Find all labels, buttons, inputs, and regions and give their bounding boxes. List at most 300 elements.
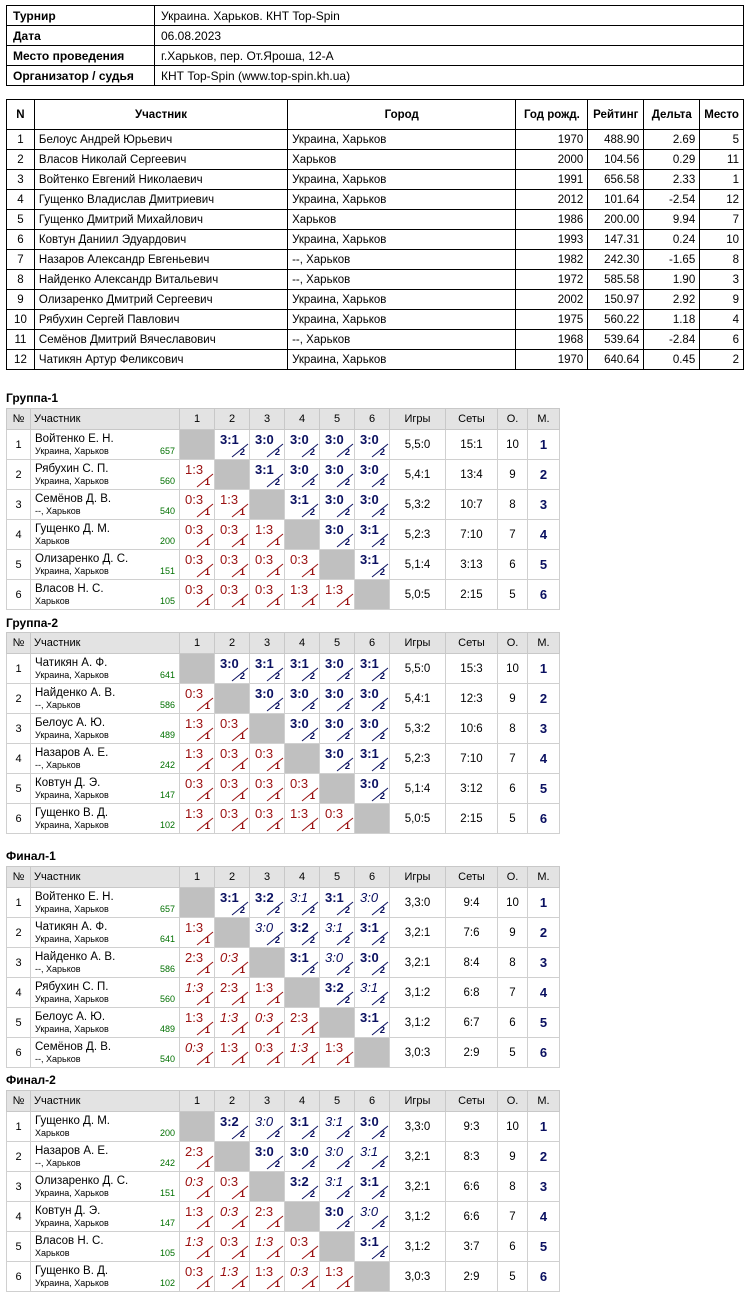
match-score: 0:3 — [255, 776, 274, 791]
participant-name: Найденко Александр Витальевич — [34, 270, 287, 290]
match-win-cell — [320, 1172, 355, 1202]
match-score: 3:2 — [290, 920, 309, 935]
match-points: 2 — [344, 477, 350, 488]
participant-delta: 2.33 — [644, 170, 700, 190]
self-match-cell — [215, 684, 250, 714]
participant-delta: 9.94 — [644, 210, 700, 230]
match-score: 3:0 — [360, 462, 379, 477]
match-points: 2 — [344, 965, 350, 976]
match-points: 2 — [379, 731, 385, 742]
match-score: 0:3 — [255, 806, 274, 821]
player-number: 2 — [7, 460, 31, 490]
col-header-number: № — [7, 1091, 31, 1112]
match-points: 2 — [379, 1189, 385, 1200]
match-points: 2 — [274, 447, 280, 458]
match-win-cell — [320, 654, 355, 684]
match-score: 3:1 — [360, 920, 379, 935]
col-header-opp-4: 4 — [285, 409, 320, 430]
col-header-opp-2: 2 — [215, 633, 250, 654]
match-points: 1 — [274, 1249, 280, 1260]
player-meta — [35, 700, 175, 711]
match-win-cell — [355, 774, 390, 804]
col-header-participant: Участник — [31, 633, 180, 654]
player-games: 5,4:1 — [390, 460, 446, 490]
info-row — [7, 26, 744, 46]
match-score: 1:3 — [255, 1264, 274, 1279]
player-city: Украина, Харьков — [35, 819, 109, 830]
col-header-place: М. — [528, 409, 560, 430]
match-score: 3:1 — [360, 552, 379, 567]
participant-place: 2 — [700, 350, 744, 370]
match-score: 0:3 — [255, 582, 274, 597]
player-place: 1 — [528, 1112, 560, 1142]
match-points: 1 — [239, 1189, 245, 1200]
participant-delta: 0.24 — [644, 230, 700, 250]
player-games: 5,0:5 — [390, 580, 446, 610]
match-loss-cell — [250, 804, 285, 834]
match-score: 3:0 — [325, 950, 344, 965]
info-value: КНТ Top-Spin (www.top-spin.kh.ua) — [155, 66, 744, 86]
participant-rating: 656.58 — [588, 170, 644, 190]
player-cell — [31, 684, 180, 714]
match-win-cell — [320, 430, 355, 460]
participant-delta: 0.29 — [644, 150, 700, 170]
participant-rating: 150.97 — [588, 290, 644, 310]
match-score: 3:1 — [220, 890, 239, 905]
player-games: 3,1:2 — [390, 1232, 446, 1262]
group-row — [7, 1262, 560, 1292]
match-points: 1 — [204, 477, 210, 488]
player-sets: 12:3 — [446, 684, 498, 714]
player-name: Ковтун Д. Э. — [35, 1204, 101, 1217]
match-score: 2:3 — [185, 950, 204, 965]
player-rating: 560 — [159, 993, 175, 1004]
player-games: 3,0:3 — [390, 1262, 446, 1292]
self-match-cell — [320, 1232, 355, 1262]
player-sets: 10:7 — [446, 490, 498, 520]
player-cell — [31, 1142, 180, 1172]
player-cell — [31, 774, 180, 804]
player-city: Украина, Харьков — [35, 993, 109, 1004]
participant-city: Украина, Харьков — [288, 290, 516, 310]
player-cell — [31, 888, 180, 918]
player-games: 5,0:5 — [390, 804, 446, 834]
player-points: 7 — [498, 978, 528, 1008]
participant-place: 3 — [700, 270, 744, 290]
player-name: Гущенко В. Д. — [35, 806, 109, 819]
match-win-cell — [320, 1142, 355, 1172]
participant-name: Чатикян Артур Феликсович — [34, 350, 287, 370]
col-header-opp-2: 2 — [215, 867, 250, 888]
col-header-opp-5: 5 — [320, 409, 355, 430]
match-win-cell — [355, 550, 390, 580]
match-score: 3:0 — [360, 686, 379, 701]
participant-delta: 1.90 — [644, 270, 700, 290]
group-header-row — [7, 867, 560, 888]
match-win-cell — [250, 1142, 285, 1172]
player-points: 5 — [498, 1262, 528, 1292]
match-score: 0:3 — [185, 1174, 204, 1189]
match-points: 1 — [204, 821, 210, 832]
player-city: Украина, Харьков — [35, 789, 109, 800]
match-win-cell — [320, 948, 355, 978]
match-points: 1 — [344, 1279, 350, 1290]
participant-row — [7, 270, 744, 290]
col-header-opp-2: 2 — [215, 409, 250, 430]
group-table — [6, 632, 560, 834]
match-points: 1 — [309, 791, 315, 802]
col-header-opp-1: 1 — [180, 409, 215, 430]
match-loss-cell — [215, 580, 250, 610]
match-score: 0:3 — [220, 1174, 239, 1189]
group-row — [7, 804, 560, 834]
match-points: 2 — [379, 761, 385, 772]
player-points: 8 — [498, 714, 528, 744]
match-score: 0:3 — [290, 1264, 309, 1279]
match-win-cell — [285, 918, 320, 948]
match-score: 0:3 — [220, 746, 239, 761]
group-title: Финал-2 — [6, 1073, 56, 1087]
player-place: 1 — [528, 654, 560, 684]
match-points: 1 — [274, 1219, 280, 1230]
match-score: 3:1 — [325, 1174, 344, 1189]
participant-name: Власов Николай Сергеевич — [34, 150, 287, 170]
match-points: 1 — [239, 965, 245, 976]
group-header-row — [7, 633, 560, 654]
match-loss-cell — [250, 978, 285, 1008]
player-meta — [35, 506, 175, 517]
match-points: 1 — [274, 1279, 280, 1290]
group-row — [7, 948, 560, 978]
match-loss-cell — [285, 1262, 320, 1292]
match-points: 2 — [309, 1129, 315, 1140]
player-number: 2 — [7, 684, 31, 714]
match-score: 3:0 — [360, 950, 379, 965]
self-match-cell — [355, 1038, 390, 1068]
match-points: 2 — [379, 1249, 385, 1260]
player-meta — [35, 964, 175, 975]
col-header-games: Игры — [390, 409, 446, 430]
participant-birth-year: 2000 — [516, 150, 588, 170]
player-sets: 2:15 — [446, 580, 498, 610]
match-score: 3:1 — [360, 980, 379, 995]
col-header-opp-3: 3 — [250, 1091, 285, 1112]
player-city: Украина, Харьков — [35, 1023, 109, 1034]
match-points: 2 — [379, 447, 385, 458]
match-score: 1:3 — [185, 920, 204, 935]
player-name: Найденко А. В. — [35, 686, 116, 699]
participant-place: 8 — [700, 250, 744, 270]
match-points: 1 — [274, 761, 280, 772]
match-score: 3:2 — [220, 1114, 239, 1129]
match-win-cell — [285, 430, 320, 460]
match-points: 2 — [379, 1219, 385, 1230]
match-points: 2 — [309, 905, 315, 916]
group-row — [7, 684, 560, 714]
player-city: Харьков — [35, 595, 70, 606]
match-score: 0:3 — [185, 1264, 204, 1279]
player-cell — [31, 1172, 180, 1202]
player-cell — [31, 744, 180, 774]
match-points: 1 — [239, 995, 245, 1006]
player-meta — [35, 1024, 175, 1035]
match-win-cell — [320, 1112, 355, 1142]
match-win-cell — [355, 888, 390, 918]
participant-name: Гущенко Владислав Дмитриевич — [34, 190, 287, 210]
col-header-number: № — [7, 867, 31, 888]
col-header-opp-3: 3 — [250, 409, 285, 430]
player-games: 5,1:4 — [390, 550, 446, 580]
player-rating: 151 — [159, 565, 175, 576]
player-number: 4 — [7, 1202, 31, 1232]
match-win-cell — [285, 948, 320, 978]
player-games: 3,2:1 — [390, 918, 446, 948]
match-loss-cell — [180, 918, 215, 948]
player-place: 4 — [528, 1202, 560, 1232]
match-score: 1:3 — [185, 1010, 204, 1025]
participant-rating: 539.64 — [588, 330, 644, 350]
player-meta — [35, 536, 175, 547]
self-match-cell — [180, 654, 215, 684]
participant-city: Украина, Харьков — [288, 230, 516, 250]
player-place: 3 — [528, 490, 560, 520]
match-loss-cell — [215, 978, 250, 1008]
match-loss-cell — [215, 744, 250, 774]
match-score: 3:1 — [290, 492, 309, 507]
player-meta — [35, 1218, 175, 1229]
match-loss-cell — [180, 744, 215, 774]
match-points: 1 — [309, 1025, 315, 1036]
match-points: 1 — [204, 567, 210, 578]
player-games: 5,2:3 — [390, 520, 446, 550]
match-win-cell — [215, 430, 250, 460]
player-sets: 3:13 — [446, 550, 498, 580]
self-match-cell — [355, 804, 390, 834]
match-loss-cell — [180, 1202, 215, 1232]
participant-delta: -2.54 — [644, 190, 700, 210]
match-points: 2 — [344, 761, 350, 772]
match-points: 2 — [239, 447, 245, 458]
player-rating: 102 — [159, 1277, 175, 1288]
match-loss-cell — [180, 520, 215, 550]
participant-number: 9 — [7, 290, 35, 310]
player-points: 6 — [498, 550, 528, 580]
col-header-participant: Участник — [31, 1091, 180, 1112]
player-name: Чатикян А. Ф. — [35, 656, 108, 669]
match-points: 1 — [204, 597, 210, 608]
match-loss-cell — [180, 978, 215, 1008]
player-games: 5,5:0 — [390, 654, 446, 684]
group-row — [7, 520, 560, 550]
match-score: 3:0 — [325, 462, 344, 477]
match-points: 1 — [204, 1189, 210, 1200]
self-match-cell — [285, 1202, 320, 1232]
player-place: 5 — [528, 1232, 560, 1262]
player-name: Найденко А. В. — [35, 950, 116, 963]
player-name: Гущенко Д. М. — [35, 522, 110, 535]
player-points: 10 — [498, 888, 528, 918]
participants-table — [6, 99, 744, 370]
match-points: 1 — [239, 1025, 245, 1036]
player-city: Украина, Харьков — [35, 1277, 109, 1288]
player-name: Назаров А. Е. — [35, 746, 109, 759]
match-loss-cell — [180, 1232, 215, 1262]
match-loss-cell — [320, 1262, 355, 1292]
player-name: Рябухин С. П. — [35, 980, 109, 993]
col-header-opp-1: 1 — [180, 867, 215, 888]
match-loss-cell — [320, 580, 355, 610]
match-score: 3:0 — [255, 1114, 274, 1129]
self-match-cell — [250, 1172, 285, 1202]
match-score: 3:0 — [360, 1114, 379, 1129]
player-sets: 2:9 — [446, 1262, 498, 1292]
info-value: Украина. Харьков. КНТ Top-Spin — [155, 6, 744, 26]
match-points: 2 — [379, 995, 385, 1006]
match-points: 2 — [274, 701, 280, 712]
match-points: 2 — [309, 477, 315, 488]
col-header-opp-6: 6 — [355, 409, 390, 430]
player-games: 5,1:4 — [390, 774, 446, 804]
col-header-delta: Дельта — [644, 100, 700, 130]
match-score: 0:3 — [290, 552, 309, 567]
player-city: Украина, Харьков — [35, 1187, 109, 1198]
match-win-cell — [320, 888, 355, 918]
match-points: 1 — [274, 821, 280, 832]
match-loss-cell — [180, 1172, 215, 1202]
self-match-cell — [180, 430, 215, 460]
player-sets: 7:10 — [446, 520, 498, 550]
info-label: Организатор / судья — [7, 66, 155, 86]
match-points: 2 — [274, 905, 280, 916]
match-win-cell — [285, 714, 320, 744]
match-score: 3:1 — [290, 656, 309, 671]
match-score: 0:3 — [220, 582, 239, 597]
match-points: 1 — [204, 995, 210, 1006]
match-points: 1 — [309, 821, 315, 832]
match-score: 3:1 — [220, 432, 239, 447]
match-score: 3:1 — [290, 950, 309, 965]
player-meta — [35, 1188, 175, 1199]
player-city: --, Харьков — [35, 1157, 81, 1168]
player-name: Семёнов Д. В. — [35, 492, 112, 505]
player-place: 3 — [528, 1172, 560, 1202]
match-points: 1 — [239, 537, 245, 548]
player-number: 1 — [7, 888, 31, 918]
group-row — [7, 888, 560, 918]
match-points: 2 — [309, 1189, 315, 1200]
player-rating: 586 — [159, 963, 175, 974]
match-loss-cell — [180, 1008, 215, 1038]
player-number: 1 — [7, 430, 31, 460]
group-row — [7, 774, 560, 804]
match-score: 3:0 — [360, 492, 379, 507]
participant-name: Рябухин Сергей Павлович — [34, 310, 287, 330]
match-loss-cell — [215, 804, 250, 834]
col-header-points: О. — [498, 409, 528, 430]
match-points: 2 — [344, 507, 350, 518]
player-city: Украина, Харьков — [35, 445, 109, 456]
match-win-cell — [320, 520, 355, 550]
match-score: 0:3 — [185, 686, 204, 701]
participant-row — [7, 150, 744, 170]
match-points: 2 — [379, 1025, 385, 1036]
player-sets: 7:6 — [446, 918, 498, 948]
player-meta — [35, 1248, 175, 1259]
group-row — [7, 1172, 560, 1202]
col-header-rating: Рейтинг — [588, 100, 644, 130]
match-score: 2:3 — [185, 1144, 204, 1159]
match-loss-cell — [250, 580, 285, 610]
group-header-row — [7, 1091, 560, 1112]
player-city: Украина, Харьков — [35, 903, 109, 914]
match-points: 1 — [204, 1279, 210, 1290]
match-points: 1 — [309, 1279, 315, 1290]
match-score: 1:3 — [290, 1040, 309, 1055]
match-score: 3:2 — [255, 890, 274, 905]
match-score: 1:3 — [185, 1204, 204, 1219]
player-rating: 540 — [159, 1053, 175, 1064]
match-loss-cell — [285, 804, 320, 834]
group-row — [7, 1142, 560, 1172]
match-loss-cell — [285, 774, 320, 804]
match-points: 2 — [379, 701, 385, 712]
match-loss-cell — [285, 1008, 320, 1038]
col-header-opp-5: 5 — [320, 1091, 355, 1112]
match-win-cell — [355, 520, 390, 550]
group-table — [6, 1090, 560, 1292]
match-points: 1 — [274, 537, 280, 548]
match-points: 2 — [344, 701, 350, 712]
match-points: 2 — [379, 905, 385, 916]
player-rating: 489 — [159, 1023, 175, 1034]
match-loss-cell — [215, 948, 250, 978]
col-header-opp-6: 6 — [355, 633, 390, 654]
match-win-cell — [285, 654, 320, 684]
player-rating: 242 — [159, 759, 175, 770]
player-meta — [35, 1054, 175, 1065]
match-win-cell — [320, 684, 355, 714]
match-score: 3:1 — [360, 1010, 379, 1025]
player-sets: 8:4 — [446, 948, 498, 978]
participant-name: Семёнов Дмитрий Вячеславович — [34, 330, 287, 350]
match-points: 1 — [204, 1219, 210, 1230]
participant-place: 10 — [700, 230, 744, 250]
match-points: 2 — [344, 1189, 350, 1200]
player-number: 1 — [7, 654, 31, 684]
match-score: 3:0 — [325, 522, 344, 537]
match-score: 0:3 — [185, 776, 204, 791]
match-score: 0:3 — [290, 1234, 309, 1249]
participant-row — [7, 210, 744, 230]
player-meta — [35, 446, 175, 457]
player-city: --, Харьков — [35, 505, 81, 516]
participants-body — [7, 130, 744, 370]
match-points: 1 — [274, 1055, 280, 1066]
player-rating: 200 — [159, 1127, 175, 1138]
col-header-n: N — [7, 100, 35, 130]
match-loss-cell — [180, 550, 215, 580]
match-points: 1 — [204, 1025, 210, 1036]
participant-row — [7, 290, 744, 310]
col-header-opp-4: 4 — [285, 633, 320, 654]
participant-birth-year: 1982 — [516, 250, 588, 270]
participant-place: 6 — [700, 330, 744, 350]
match-loss-cell — [250, 520, 285, 550]
participant-birth-year: 1986 — [516, 210, 588, 230]
participant-row — [7, 190, 744, 210]
match-score: 3:1 — [325, 1114, 344, 1129]
player-games: 3,2:1 — [390, 1142, 446, 1172]
